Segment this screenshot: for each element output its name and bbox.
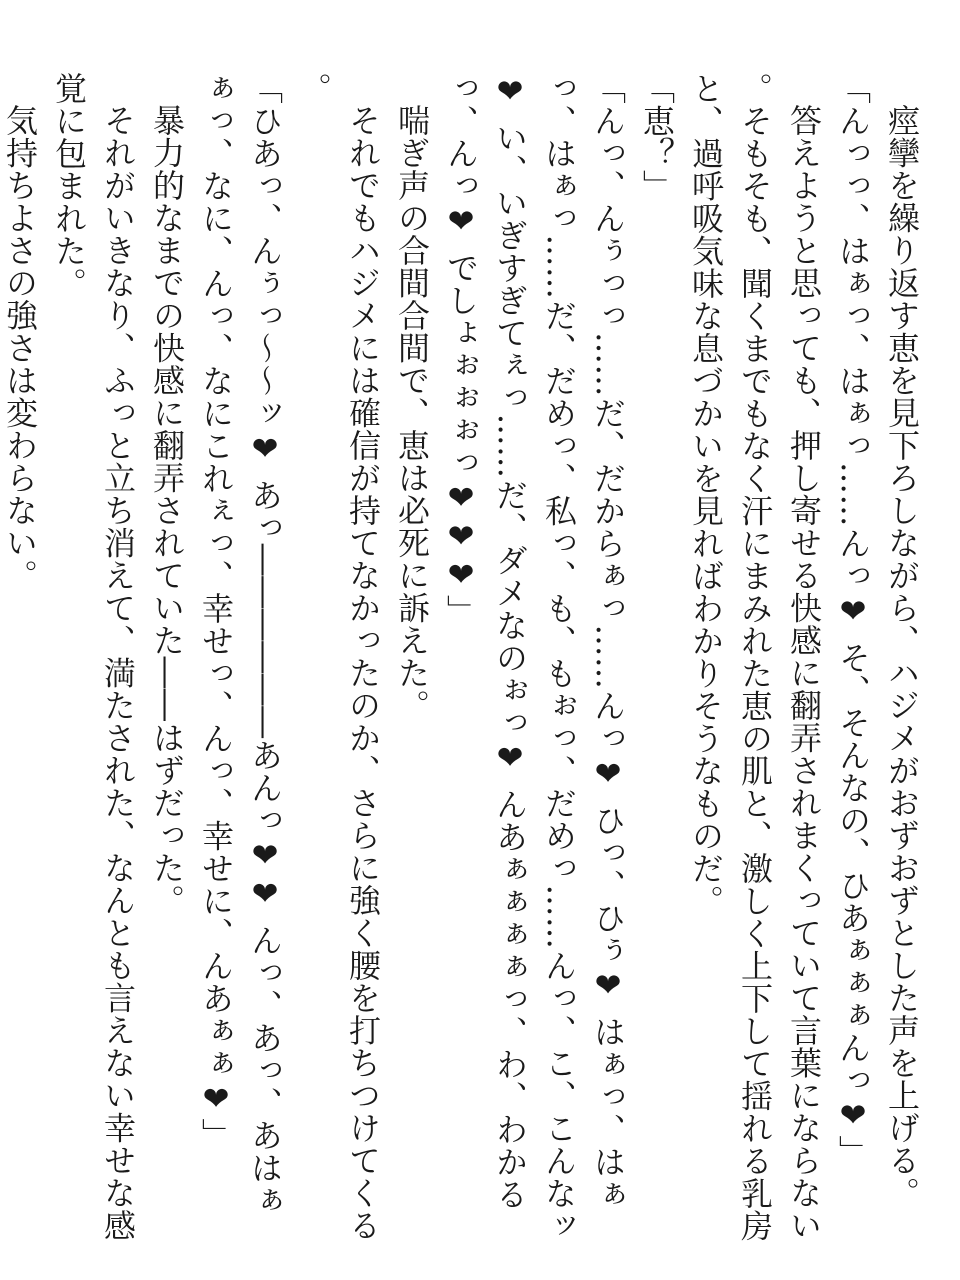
narration-paragraph: 気持ちよさの強さは変わらない。 bbox=[1, 104, 39, 592]
dialogue-paragraph: 「恵？」 bbox=[638, 72, 676, 202]
narration-paragraph: 答えようと思っても、押し寄せる快感に翻弄されまくっていて言葉にならない。そもそも、聞くまでもなく汗にまみれた恵の肌と、激しく上下して揺れる乳房と、過呼吸気味な息づかいを見ればわかりそうなものだ。 bbox=[687, 72, 823, 1242]
narration-paragraph: 痙攣を繰り返す恵を見下ろしながら、ハジメがおずおずとした声を上げる。 bbox=[883, 104, 921, 1209]
dialogue-paragraph: 「んっ、んぅっっ……だ、だからぁっ……んっ❤ ひっ、ひぅ❤ はぁっ、はぁっ、はぁっ……だ、だめっ、私っ、も、もぉっ、だめっ……んっ、こ、こんなッ❤ い、いぎすぎてぇっ……だ、ダメなのぉっ❤ んあぁぁぁぁっ、わ、わかるっ、んっ❤ でしょぉぉぉっ❤❤❤」 bbox=[442, 72, 627, 1242]
dialogue-paragraph: 「んっっ、はぁっ、はぁっ……んっ❤ そ、そんなの、ひあぁぁぁんっ❤」 bbox=[834, 72, 872, 1168]
narration-paragraph: それがいきなり、ふっと立ち消えて、満たされた、なんとも言えない幸せな感覚に包まれた。 bbox=[50, 72, 137, 1242]
narration-paragraph: それでもハジメには確信が持てなかったのか、さらに強く腰を打ちつけてくる。 bbox=[295, 72, 382, 1242]
narration-paragraph: 暴力的なまでの快感に翻弄されていた――はずだった。 bbox=[148, 104, 186, 917]
dialogue-paragraph: 「ひあっ、んぅっ～～ッ❤ あっ――――――あんっ❤❤ んっ、あっ、あはぁぁっ、なに、んっ、なにこれぇっ、幸せっ、んっ、幸せに、んあぁぁ❤」 bbox=[197, 72, 284, 1217]
narration-paragraph: 喘ぎ声の合間合間で、恵は必死に訴えた。 bbox=[393, 104, 431, 722]
vertical-text-body bbox=[0, 72, 926, 1242]
